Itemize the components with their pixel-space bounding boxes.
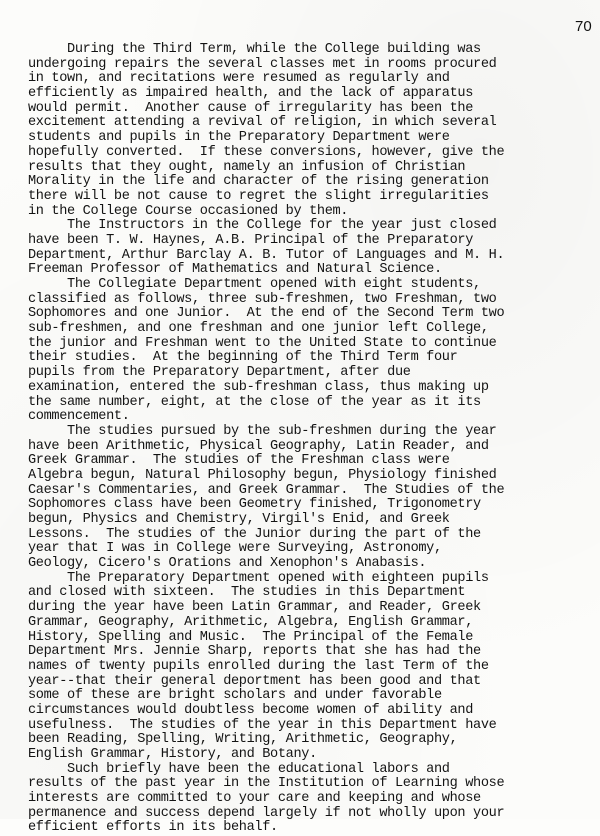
text-line: Sophomores and one Junior. At the end of the Second Term two bbox=[28, 306, 505, 322]
text-line: in the College Course occasioned by them. bbox=[28, 203, 349, 219]
text-line: History, Spelling and Music. The Principal of the Female bbox=[28, 629, 474, 645]
text-line: efficient efforts in its behalf. bbox=[28, 820, 278, 836]
text-line: have been Arithmetic, Physical Geography, Latin Reader, and bbox=[28, 438, 489, 454]
text-line: during the year have been Latin Grammar, and Reader, Greek bbox=[28, 600, 481, 616]
text-line: Sophomores class have been Geometry finished, Trigonometry bbox=[28, 497, 481, 513]
text-line: Department, Arthur Barclay A. B. Tutor of Languages and M. H. bbox=[28, 247, 505, 263]
text-line: would permit. Another cause of irregularity has been the bbox=[28, 100, 474, 116]
text-line: English Grammar, History, and Botany. bbox=[28, 747, 317, 762]
text-line: results of the past year in the Institution of Learning whose bbox=[28, 776, 505, 792]
text-line: Greek Grammar. The studies of the Freshman class were bbox=[28, 453, 450, 469]
text-line: in town, and recitations were resumed as regularly and bbox=[28, 71, 450, 87]
text-line: efficiently as impaired health, and the lack of apparatus bbox=[28, 86, 474, 102]
text-line: Such briefly have been the educational labors and bbox=[28, 761, 450, 777]
text-line: have been T. W. Haynes, A.B. Principal of the Preparatory bbox=[28, 232, 474, 248]
text-line: interests are committed to your care and keeping and whose bbox=[28, 791, 481, 807]
text-line: year--that their general deportment has been good and that bbox=[28, 673, 481, 689]
text-line: Morality in the life and character of the rising generation bbox=[28, 174, 489, 190]
text-line: Department Mrs. Jennie Sharp, reports that she has had the bbox=[28, 644, 481, 660]
text-line: Geology, Cicero's Orations and Xenophon's Anabasis. bbox=[28, 556, 427, 572]
text-line: hopefully converted. If these conversions, however, give the bbox=[28, 144, 505, 160]
text-line: their studies. At the beginning of the Third Term four bbox=[28, 350, 458, 366]
body-text bbox=[28, 43, 598, 836]
page-number: 70 bbox=[575, 18, 592, 35]
text-line: permanence and success depend largely if not wholly upon your bbox=[28, 805, 505, 821]
text-line: been Reading, Spelling, Writing, Arithmetic, Geography, bbox=[28, 732, 458, 748]
text-line: usefulness. The studies of the year in this Department have bbox=[28, 717, 497, 733]
text-line: classified as follows, three sub-freshmen, two Freshman, two bbox=[28, 291, 497, 307]
text-line: The Collegiate Department opened with eight students, bbox=[28, 277, 481, 292]
text-line: pupils from the Preparatory Department, after due bbox=[28, 365, 411, 381]
text-line: Freeman Professor of Mathematics and Natural Science. bbox=[28, 262, 442, 278]
text-line: there will be not cause to regret the slight irregularities bbox=[28, 188, 489, 204]
text-line: results that they ought, namely an infusion of Christian bbox=[28, 159, 466, 175]
text-line: Caesar's Commentaries, and Greek Grammar. The Studies of the bbox=[28, 482, 505, 498]
text-line: The Instructors in the College for the year just closed bbox=[28, 218, 497, 234]
text-line: The studies pursued by the sub-freshmen during the year bbox=[28, 423, 497, 439]
text-line: students and pupils in the Preparatory Department were bbox=[28, 130, 450, 146]
text-line: sub-freshmen, and one freshman and one junior left College, bbox=[28, 321, 489, 337]
text-line: commencement. bbox=[28, 409, 130, 425]
text-line: begun, Physics and Chemistry, Virgil's Enid, and Greek bbox=[28, 512, 450, 527]
text-line: names of twenty pupils enrolled during the last Term of the bbox=[28, 658, 489, 674]
text-line: undergoing repairs the several classes met in rooms procured bbox=[28, 56, 497, 72]
text-line: Algebra begun, Natural Philosophy begun, Physiology finished bbox=[28, 467, 497, 483]
text-line: The Preparatory Department opened with eighteen pupils bbox=[28, 570, 489, 586]
text-line: examination, entered the sub-freshman class, thus making up bbox=[28, 379, 489, 395]
text-line: year that I was in College were Surveying, Astronomy, bbox=[28, 541, 442, 557]
text-line: some of these are bright scholars and under favorable bbox=[28, 688, 442, 704]
text-line: During the Third Term, while the College building was bbox=[28, 42, 481, 57]
text-line: excitement attending a revival of religion, in which several bbox=[28, 115, 497, 131]
text-line: Lessons. The studies of the Junior during the part of the bbox=[28, 526, 481, 542]
text-line: the same number, eight, at the close of the year as it its bbox=[28, 394, 481, 410]
text-line: circumstances would doubtless become women of ability and bbox=[28, 702, 474, 718]
text-line: Grammar, Geography, Arithmetic, Algebra, English Grammar, bbox=[28, 614, 474, 630]
text-line: the junior and Freshman went to the United State to continue bbox=[28, 335, 497, 351]
text-line: and closed with sixteen. The studies in this Department bbox=[28, 585, 466, 601]
